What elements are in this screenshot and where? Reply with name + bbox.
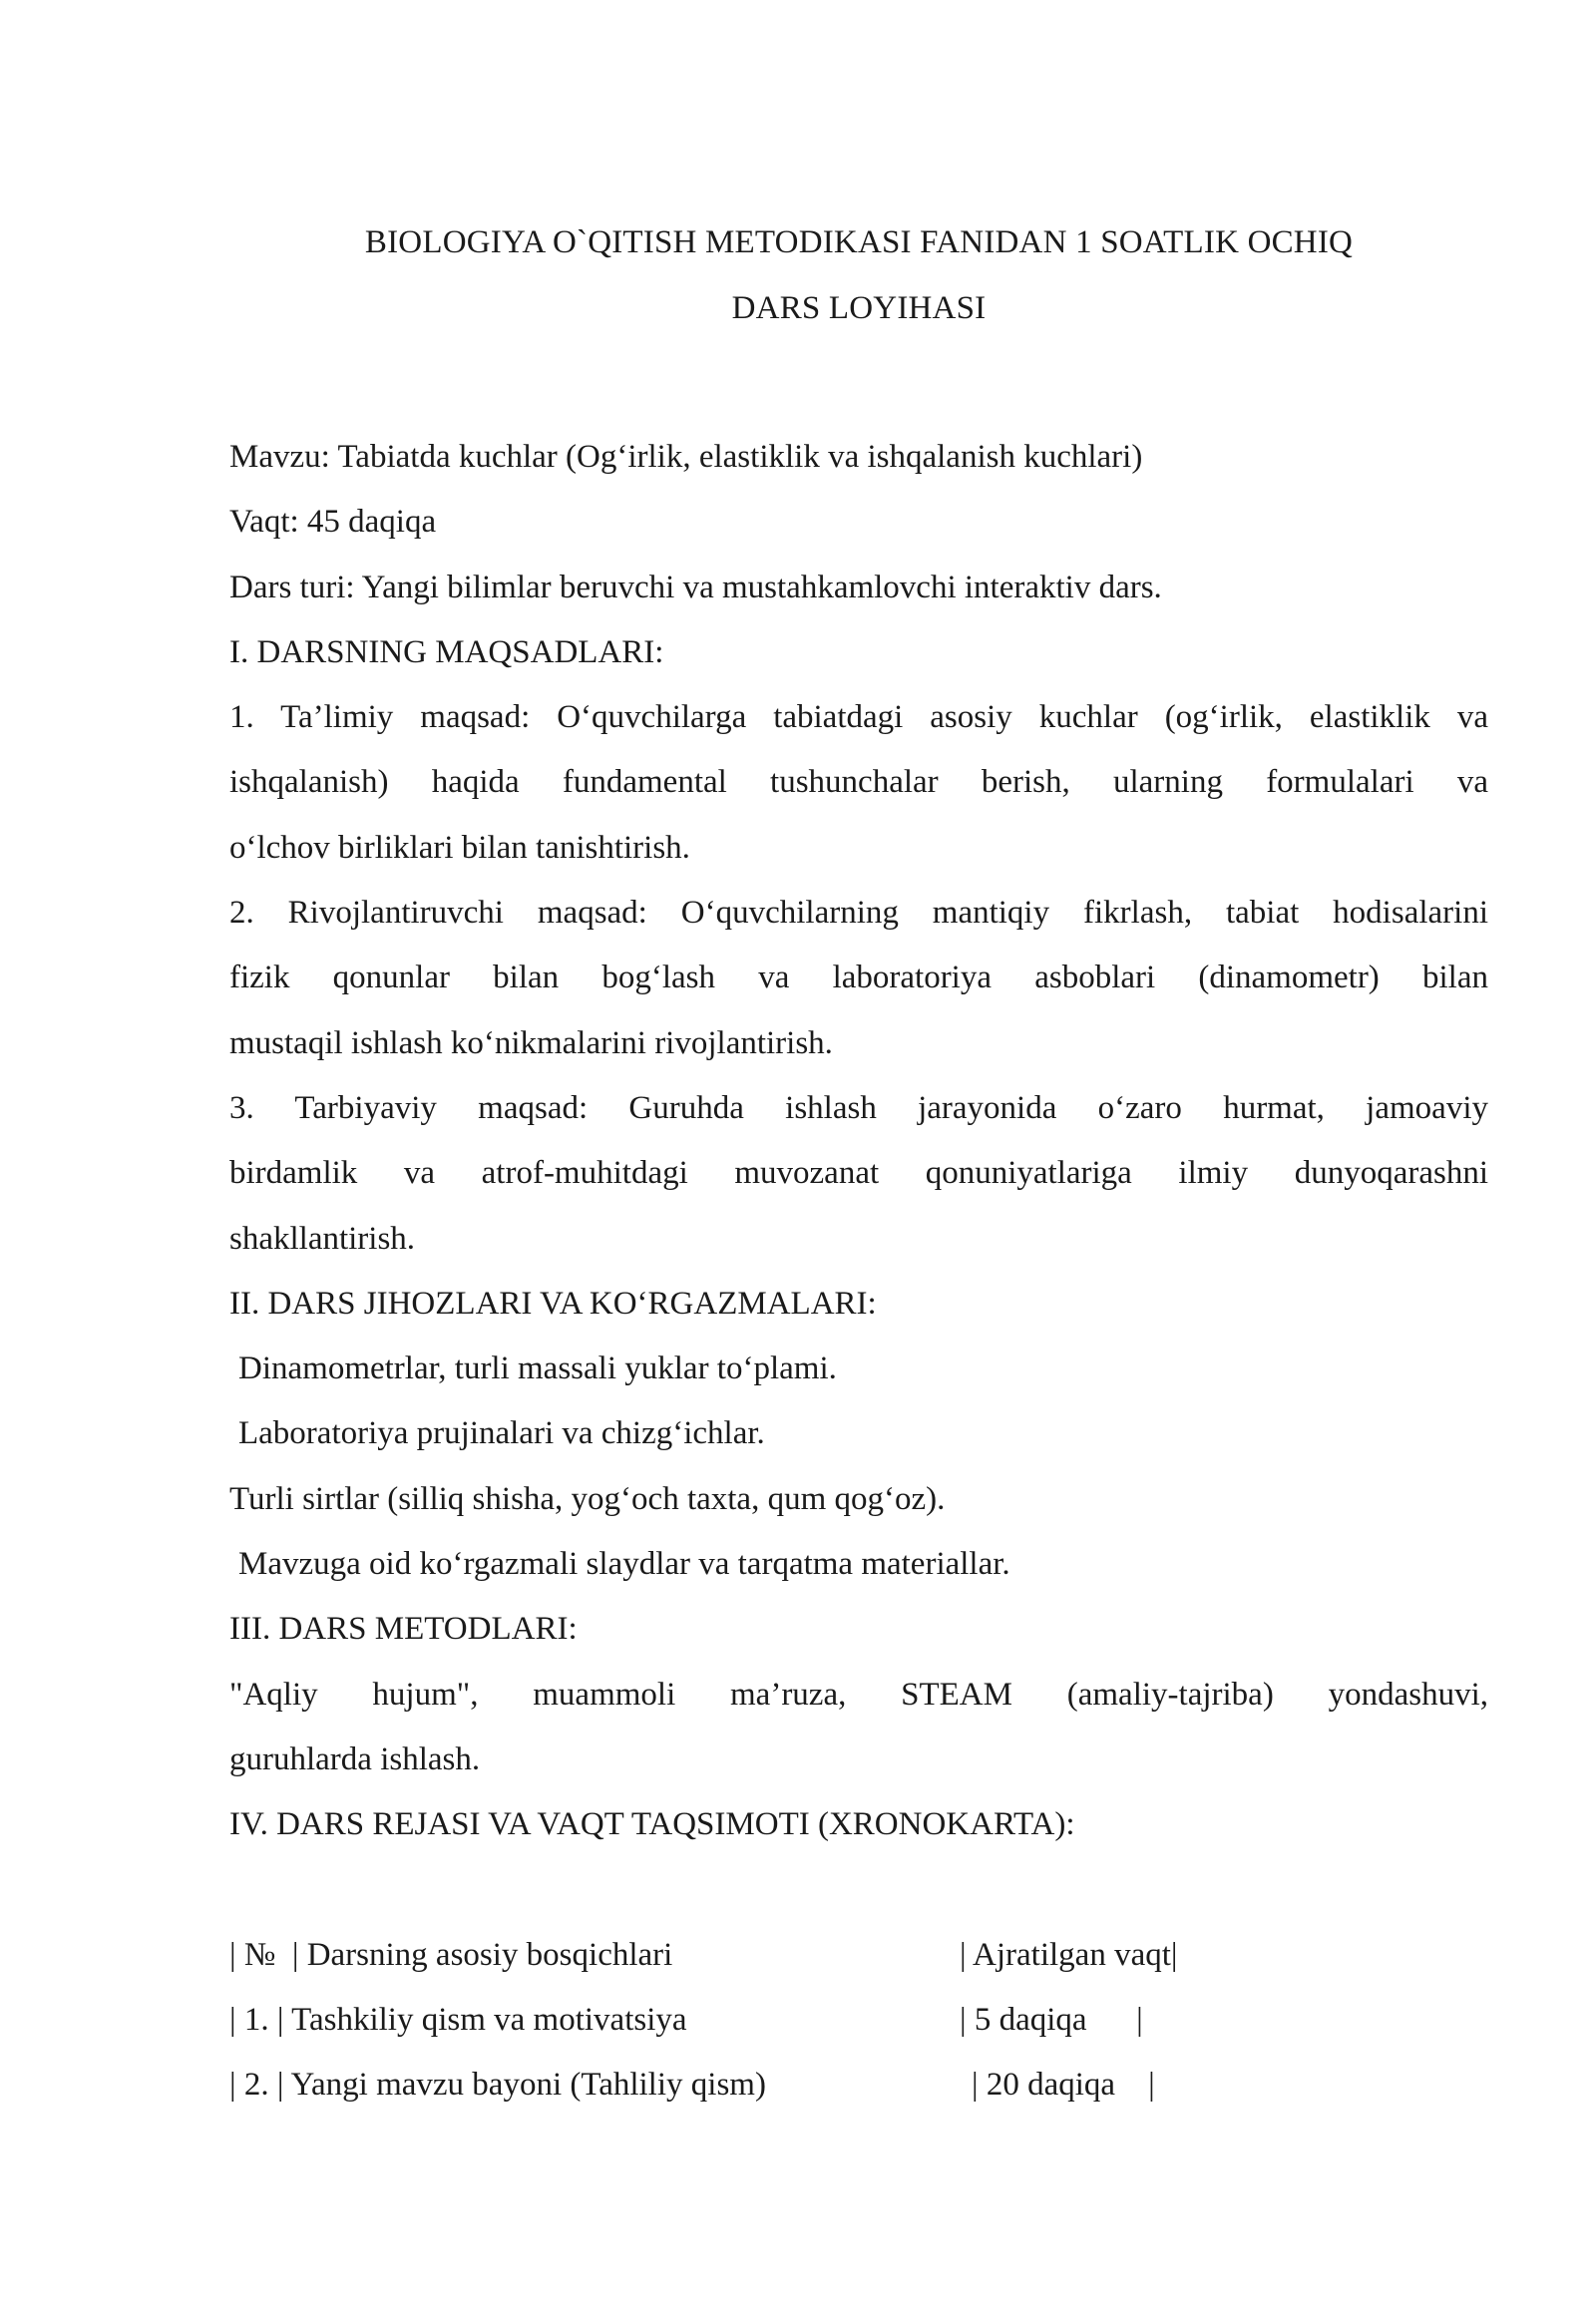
goal-1-line-2: ishqalanish) haqida fundamental tushunchalar berish, ularning formulalari va <box>229 764 1488 801</box>
goal-1-line-3: o‘lchov birliklari bilan tanishtirish. <box>229 829 690 866</box>
goal-developmental <box>229 881 1488 1076</box>
table-cell-stage: | 1. | Tashkiliy qism va motivatsiya <box>229 2001 687 2038</box>
equipment-item: Mavzuga oid ko‘rgazmali slaydlar va tarqatma materiallar. <box>238 1546 1010 1583</box>
lesson-type-line: Dars turi: Yangi bilimlar beruvchi va mustahkamlovchi interaktiv dars. <box>229 569 1162 605</box>
goal-2-line-3: mustaqil ishlash ko‘nikmalarini rivojlantirish. <box>229 1024 833 1061</box>
table-header-stage: | № | Darsning asosiy bosqichlari <box>229 1936 673 1973</box>
spacer <box>229 1858 1488 1923</box>
equipment-item: Laboratoriya prujinalari va chizg‘ichlar. <box>238 1415 765 1452</box>
section-heading-goals: I. DARSNING MAQSADLARI: <box>229 633 664 670</box>
goal-educational <box>229 685 1488 881</box>
equipment-item: Dinamometrlar, turli massali yuklar to‘plami. <box>238 1350 837 1387</box>
goal-3-line-1: 3. Tarbiyaviy maqsad: Guruhda ishlash jarayonida o‘zaro hurmat, jamoaviy <box>229 1089 1488 1126</box>
goal-1-line-1: 1. Ta’limiy maqsad: O‘quvchilarga tabiatdagi asosiy kuchlar (og‘irlik, elastiklik va <box>229 699 1488 736</box>
topic-line: Mavzu: Tabiatda kuchlar (Og‘irlik, elastiklik va ishqalanish kuchlari) <box>229 439 1143 475</box>
table-header-time: | Ajratilgan vaqt| <box>960 1936 1178 1973</box>
section-heading-plan: IV. DARS REJASI VA VAQT TAQSIMOTI (XRONOKARTA): <box>229 1806 1075 1843</box>
schedule-table <box>229 1923 1488 2119</box>
goal-3-line-2: birdamlik va atrof-muhitdagi muvozanat qonuniyatlariga ilmiy dunyoqarashni <box>229 1155 1488 1192</box>
duration-line: Vaqt: 45 daqiqa <box>229 504 437 541</box>
table-cell-stage: | 2. | Yangi mavzu bayoni (Tahliliy qism) <box>229 2067 766 2104</box>
table-cell-time: | 5 daqiqa | <box>960 2001 1143 2038</box>
section-heading-methods: III. DARS METODLARI: <box>229 1611 578 1648</box>
table-header-row <box>229 1923 1488 1988</box>
title-line-1: BIOLOGIYA O`QITISH METODIKASI FANIDAN 1 SOATLIK OCHIQ <box>364 224 1354 260</box>
table-cell-time: | 20 daqiqa | <box>972 2067 1155 2104</box>
goal-2-line-2: fizik qonunlar bilan bog‘lash va laboratoriya asboblari (dinamometr) bilan <box>229 960 1488 996</box>
table-row <box>229 1988 1488 2053</box>
document-body <box>229 425 1488 2118</box>
document-title <box>229 209 1488 341</box>
table-row <box>229 2053 1488 2118</box>
methods-line-2: guruhlarda ishlash. <box>229 1740 481 1777</box>
goal-3-line-3: shakllantirish. <box>229 1220 416 1257</box>
equipment-item: Turli sirtlar (silliq shisha, yog‘och taxta, qum qog‘oz). <box>229 1480 946 1517</box>
methods-line-1: "Aqliy hujum", muammoli ma’ruza, STEAM (amaliy-tajriba) yondashuvi, <box>229 1676 1488 1713</box>
title-line-2: DARS LOYIHASI <box>731 290 987 326</box>
document-page <box>229 209 1488 2118</box>
goal-2-line-1: 2. Rivojlantiruvchi maqsad: O‘quvchilarning mantiqiy fikrlash, tabiat hodisalarini <box>229 895 1488 932</box>
goal-upbringing <box>229 1076 1488 1272</box>
section-heading-equipment: II. DARS JIHOZLARI VA KO‘RGAZMALARI: <box>229 1285 877 1322</box>
